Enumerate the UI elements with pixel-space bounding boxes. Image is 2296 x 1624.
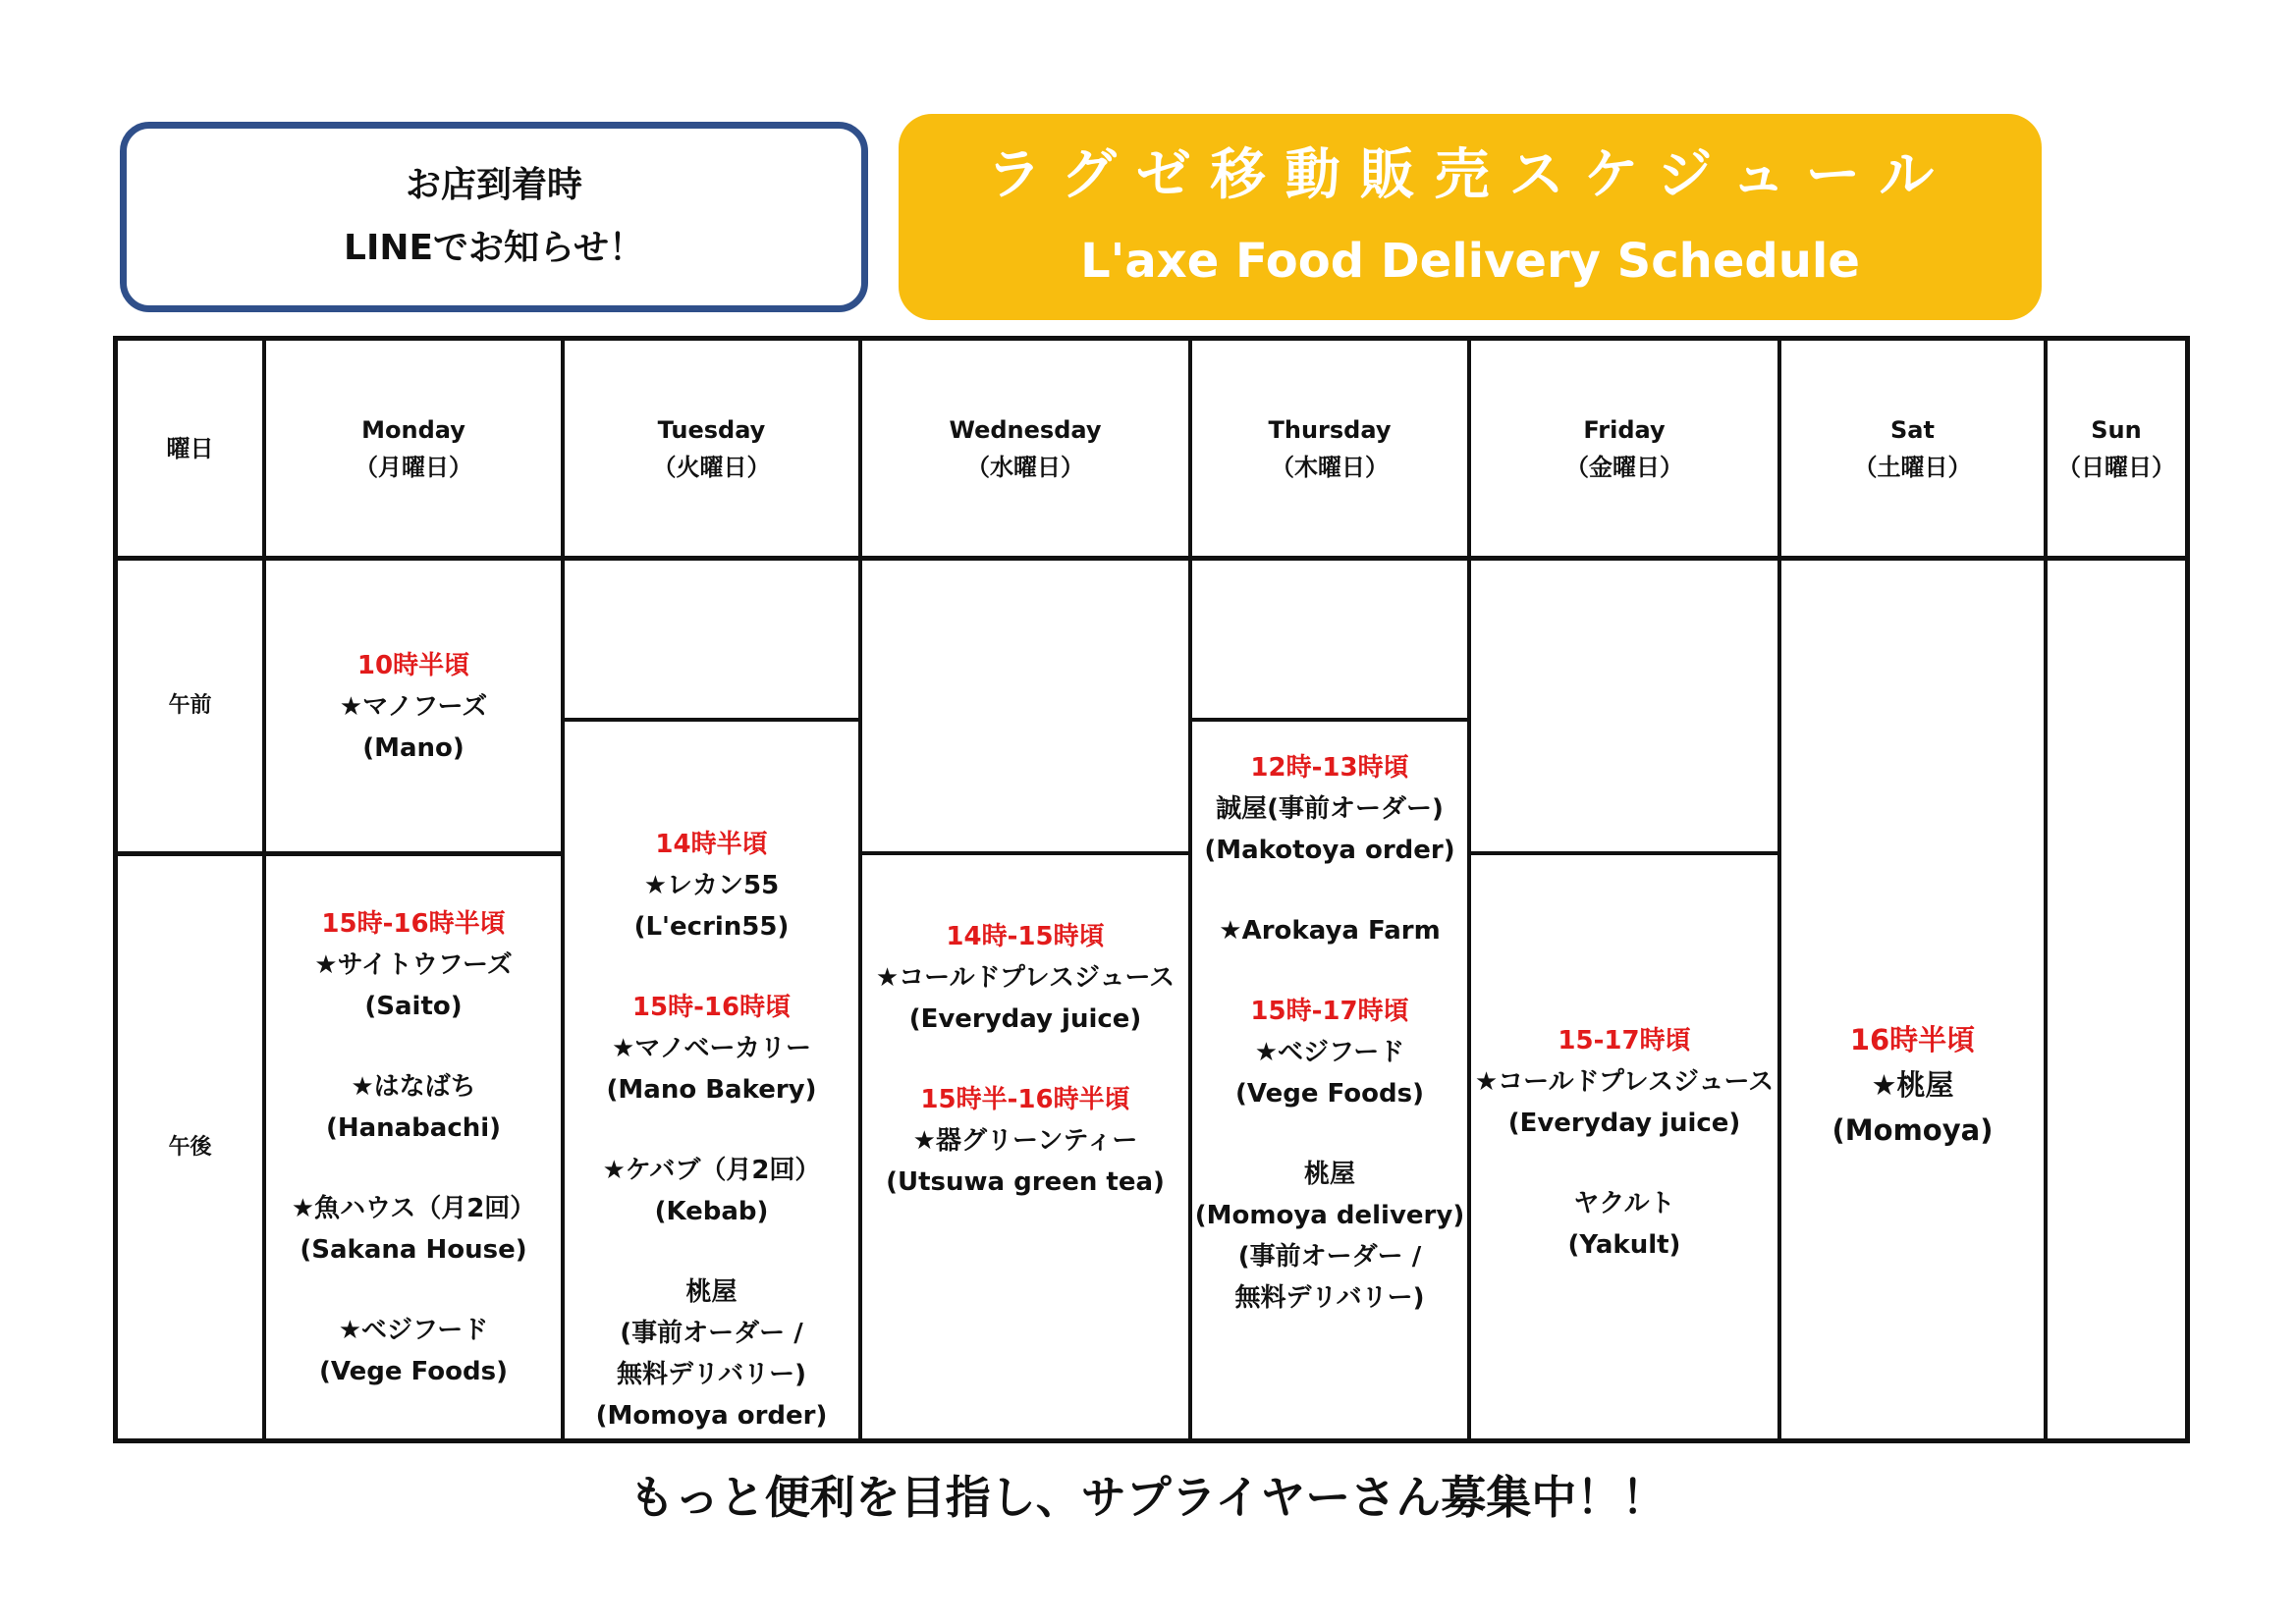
time-label: 12時-13時頃 [1250, 753, 1409, 783]
monday-pm-cell [266, 856, 561, 1438]
header-friday [1471, 341, 1777, 556]
vendor-name: 桃屋 [1303, 1160, 1355, 1189]
tuesday-afternoon-cell [565, 722, 858, 1438]
notice-line-1: お店到着時 [405, 165, 582, 205]
vendor-name: ★サイトウフーズ [314, 949, 513, 980]
vendor-name-en: (Mano Bakery) [606, 1075, 817, 1105]
day-name-jp: （土曜日） [1853, 453, 1972, 481]
vendor-name-en: (Everyday juice) [1507, 1109, 1741, 1138]
notice-line-2: LINEでお知らせ！ [344, 228, 644, 268]
day-name: Sun [2091, 415, 2142, 444]
row-label-am [118, 561, 262, 851]
vendor-name: ★桃屋 [1871, 1068, 1954, 1102]
sunday-cell [2048, 561, 2185, 1438]
header-monday [266, 341, 561, 556]
day-name-jp: （金曜日） [1565, 453, 1683, 481]
header-saturday [1781, 341, 2044, 556]
day-name: Monday [361, 415, 465, 444]
header-thursday [1192, 341, 1467, 556]
time-label: 15時-17時頃 [1250, 997, 1409, 1026]
vendor-name: ヤクルト [1573, 1189, 1675, 1218]
time-label: 15時-16時半頃 [321, 908, 506, 939]
vendor-name-en: (Vege Foods) [319, 1356, 508, 1386]
table-border-right [2185, 336, 2190, 1443]
day-name-jp: （月曜日） [355, 453, 472, 481]
header-tuesday [565, 341, 858, 556]
vendor-name: 誠屋(事前オーダー) [1216, 794, 1444, 824]
time-label: 15時-16時頃 [631, 993, 792, 1022]
monday-am-cell [266, 561, 561, 851]
title-banner [899, 114, 2042, 320]
time-label: 16時半頃 [1849, 1023, 1976, 1056]
vendor-name: ★魚ハウス（月2回） [291, 1193, 536, 1223]
vendor-name-en: (Momoya) [1831, 1113, 1994, 1147]
vendor-name: ★ベジフード [1254, 1038, 1405, 1067]
vendor-name-en: (Momoya order) [595, 1401, 828, 1431]
vendor-name: ★Arokaya Farm [1219, 916, 1441, 946]
day-name: Tuesday [657, 415, 766, 444]
header-wednesday [862, 341, 1188, 556]
day-name: Friday [1583, 415, 1666, 444]
thursday-afternoon-cell [1192, 722, 1467, 1438]
vendor-note: 無料デリバリー) [1234, 1283, 1425, 1313]
vendor-note: (事前オーダー / [620, 1319, 803, 1348]
saturday-cell [1781, 561, 2044, 1438]
vendor-name: ★マノベーカリー [612, 1034, 811, 1063]
day-name: Thursday [1268, 415, 1392, 444]
vendor-name-en: (Utsuwa green tea) [886, 1167, 1165, 1197]
vendor-name-en: (Kebab) [654, 1197, 769, 1226]
title-japanese: ラグゼ移動販売スケジュール [986, 143, 1954, 207]
am-label: 午前 [168, 693, 212, 718]
day-name-jp: （木曜日） [1271, 453, 1389, 481]
vendor-name: ★ケバブ（月2回） [602, 1156, 821, 1185]
day-name: Sat [1890, 415, 1935, 444]
vendor-name-en: (Saito) [364, 991, 463, 1021]
time-label: 15時半-16時半頃 [920, 1085, 1130, 1114]
wednesday-pm-cell [862, 855, 1188, 1438]
table-border-bottom [113, 1438, 2190, 1443]
vendor-note: (事前オーダー / [1237, 1242, 1422, 1272]
title-english: L'axe Food Delivery Schedule [1080, 234, 1860, 289]
vendor-name: 桃屋 [685, 1277, 738, 1307]
vendor-name: ★レカン55 [643, 871, 780, 900]
day-name: Wednesday [949, 415, 1102, 444]
time-label: 14時半頃 [655, 830, 768, 859]
vendor-name: ★ベジフード [338, 1315, 489, 1345]
vendor-name-en: (L'ecrin55) [633, 912, 790, 942]
vendor-name-en: (Hanabachi) [325, 1112, 502, 1143]
day-name-jp: （水曜日） [966, 453, 1084, 481]
vendor-name: ★コールドプレスジュース [1474, 1067, 1775, 1097]
pm-label: 午後 [168, 1134, 212, 1160]
friday-pm-cell [1471, 855, 1777, 1438]
time-label: 15-17時頃 [1558, 1026, 1691, 1056]
header-corner [118, 341, 262, 556]
corner-label: 曜日 [166, 434, 214, 462]
vendor-name-en: (Momoya delivery) [1194, 1201, 1465, 1230]
vendor-name-en: (Vege Foods) [1235, 1079, 1424, 1109]
day-name-jp: （日曜日） [2057, 453, 2175, 481]
time-label: 10時半頃 [356, 651, 470, 680]
vendor-name-en: (Makotoya order) [1204, 836, 1455, 865]
row-label-pm [118, 856, 262, 1438]
line-notice-box [120, 122, 868, 312]
vendor-name: ★器グリーンティー [912, 1126, 1138, 1156]
footer-recruit-message: もっと便利を目指し、サプライヤーさん募集中！！ [629, 1471, 1667, 1524]
vendor-name-en: (Mano) [362, 733, 465, 763]
time-label: 14時-15時頃 [946, 922, 1105, 951]
day-name-jp: （火曜日） [652, 453, 771, 481]
vendor-name: ★マノフーズ [339, 692, 488, 722]
vendor-name: ★はなばち [351, 1071, 476, 1102]
vendor-name-en: (Yakult) [1567, 1230, 1681, 1260]
header-sunday [2048, 341, 2185, 556]
vendor-name-en: (Everyday juice) [908, 1004, 1142, 1034]
vendor-name: ★コールドプレスジュース [875, 963, 1175, 993]
vendor-note: 無料デリバリー) [616, 1360, 807, 1389]
schedule-table [113, 336, 2190, 1443]
vendor-name-en: (Sakana House) [300, 1234, 527, 1265]
